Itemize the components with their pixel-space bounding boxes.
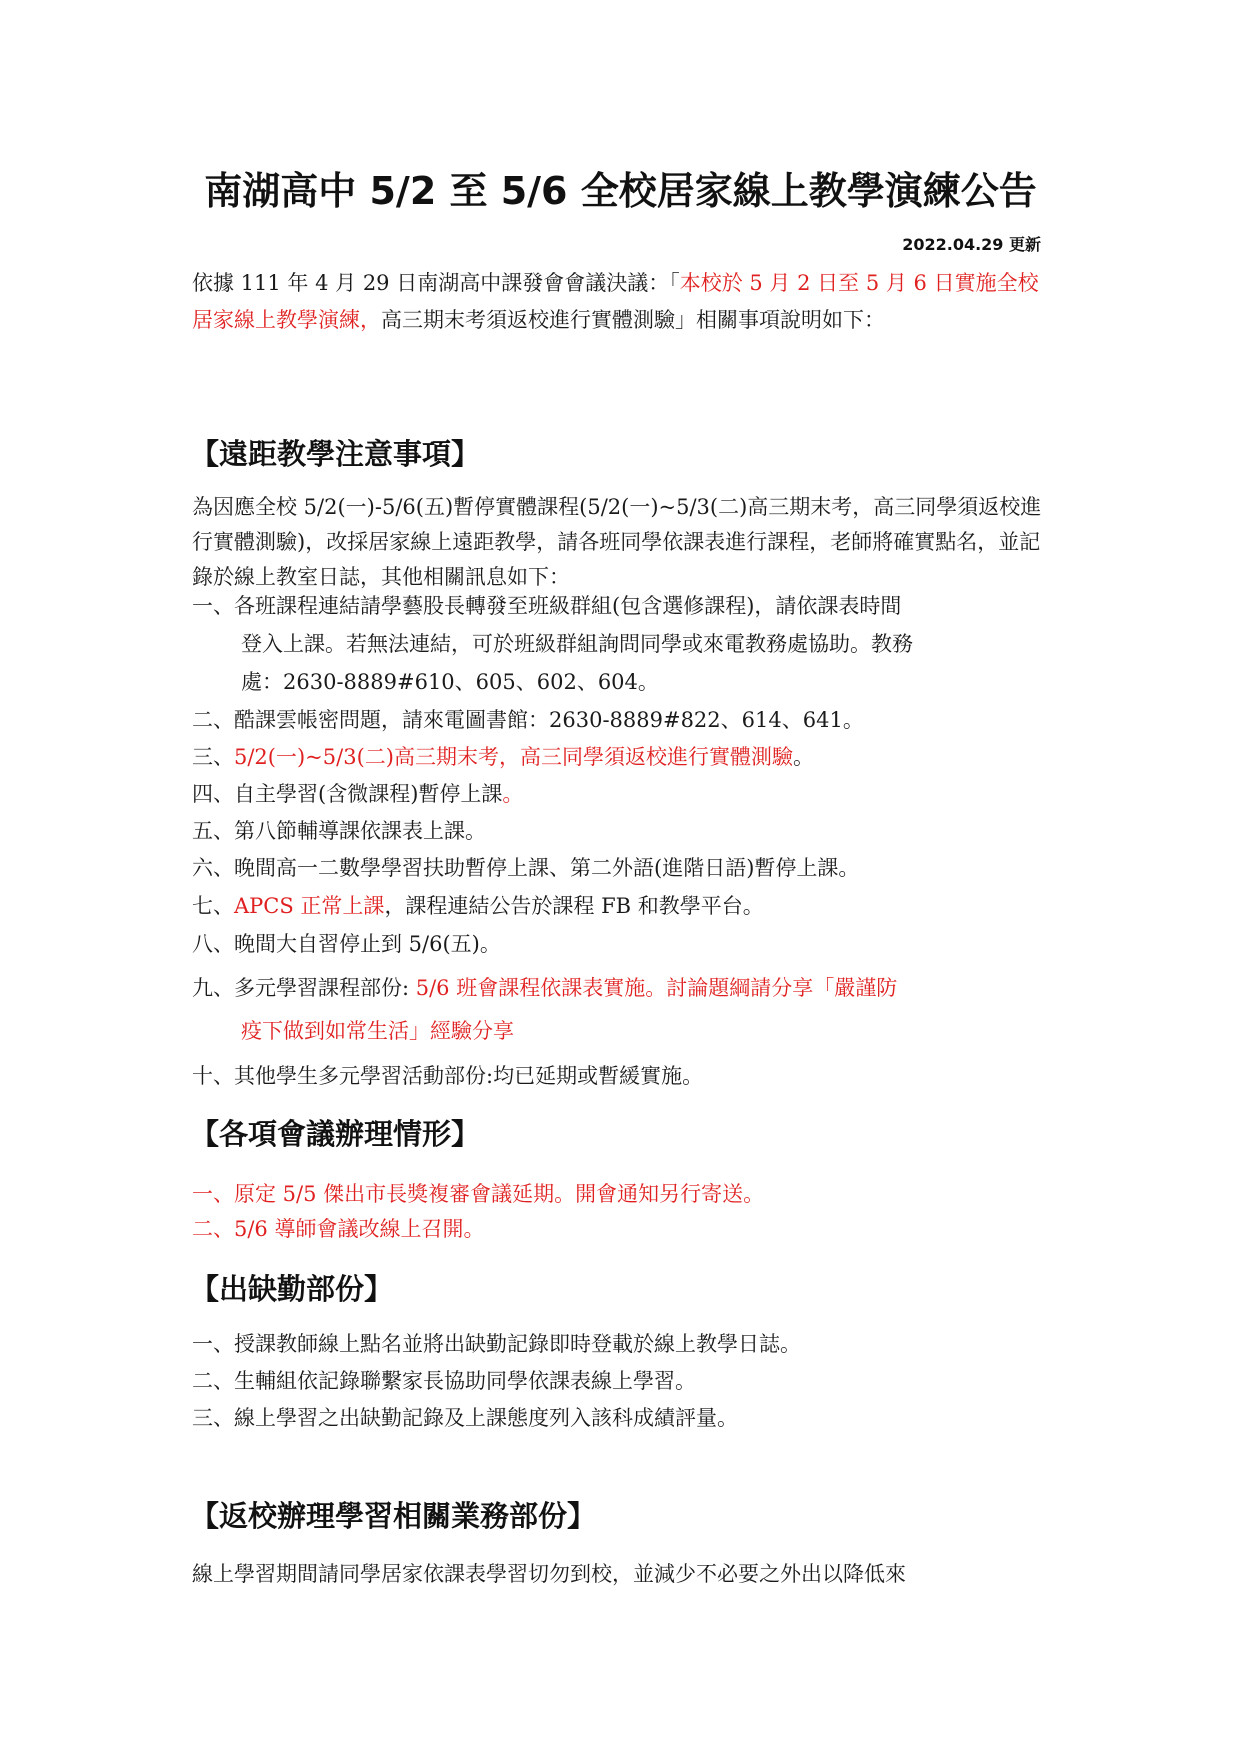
- remote-item-4-period: 。: [502, 782, 524, 806]
- update-date: 2022.04.29 更新: [902, 235, 1041, 254]
- heading-return-to-school: 【返校辦理學習相關業務部份】: [190, 1499, 597, 1533]
- remote-item-4-text: 四、自主學習(含微課程)暫停上課: [192, 782, 503, 806]
- remote-item-3-suffix: 。: [792, 745, 814, 769]
- remote-item-2: 二、酷課雲帳密問題，請來電圖書館：2630-8889#822、614、641。: [192, 708, 864, 732]
- remote-item-3-prefix: 三、: [192, 745, 234, 769]
- remote-item-9-highlight: 5/6 班會課程依課表實施。討論題綱請分享「嚴謹防: [415, 976, 898, 1000]
- remote-item-9-line-1: [192, 972, 897, 1002]
- remote-item-3-highlight: 5/2(一)~5/3(二)高三期末考，高三同學須返校進行實體測驗: [234, 745, 793, 769]
- remote-item-9-prefix: 九、多元學習課程部份:: [192, 976, 416, 1000]
- attendance-item-1: 一、授課教師線上點名並將出缺勤記錄即時登載於線上教學日誌。: [192, 1332, 801, 1356]
- remote-item-8: 八、晚間大自習停止到 5/6(五)。: [192, 932, 501, 956]
- document-title: 南湖高中 5/2 至 5/6 全校居家線上教學演練公告: [204, 169, 1037, 213]
- meetings-item-1: 一、原定 5/5 傑出市長獎複審會議延期。開會通知另行寄送。: [192, 1182, 765, 1206]
- remote-item-7: [192, 890, 764, 920]
- intro-paragraph: [192, 265, 1052, 339]
- heading-attendance: 【出缺勤部份】: [190, 1272, 394, 1306]
- remote-intro-paragraph: 為因應全校 5/2(一)-5/6(五)暫停實體課程(5/2(一)~5/3(二)高三期末考，高三同學須返校進行實體測驗)，改採居家線上遠距教學，請各班同學依課表進行課程，老師將確實點名，並記錄於線上教室日誌，其他相關訊息如下：: [192, 495, 1042, 589]
- remote-item-1-line-2: 登入上課。若無法連結，可於班級群組詢問同學或來電教務處協助。教務: [241, 632, 913, 656]
- intro-text-2: 高三期末考須返校進行實體測驗」相關事項說明如下：: [381, 308, 885, 332]
- remote-item-7-suffix: ，課程連結公告於課程 FB 和教學平台。: [384, 894, 764, 918]
- heading-meetings: 【各項會議辦理情形】: [190, 1117, 481, 1151]
- remote-item-1-line-1: 一、各班課程連結請學藝股長轉發至班級群組(包含選修課程)，請依課表時間: [192, 594, 902, 618]
- remote-item-7-prefix: 七、: [192, 894, 234, 918]
- remote-item-10: 十、其他學生多元學習活動部份:均已延期或暫緩實施。: [192, 1064, 704, 1088]
- remote-item-1-line-3: 處：2630-8889#610、605、602、604。: [241, 670, 659, 694]
- remote-item-6: 六、晚間高一二數學學習扶助暫停上課、第二外語(進階日語)暫停上課。: [192, 856, 860, 880]
- meetings-item-2: 二、5/6 導師會議改線上召開。: [192, 1217, 485, 1241]
- intro-highlight: 本校於 5 月 2 日至 5 月 6 日實施全校居家線上教學演練，: [192, 271, 1039, 332]
- remote-item-4: [192, 778, 523, 808]
- intro-text-1: 依據 111 年 4 月 29 日南湖高中課發會會議決議：「: [192, 271, 680, 295]
- remote-item-5: 五、第八節輔導課依課表上課。: [192, 819, 486, 843]
- return-paragraph-line-1: 線上學習期間請同學居家依課表學習切勿到校，並減少不必要之外出以降低來: [192, 1562, 906, 1586]
- remote-item-7-highlight: APCS 正常上課: [234, 894, 385, 918]
- attendance-item-2: 二、生輔組依記錄聯繫家長協助同學依課表線上學習。: [192, 1369, 696, 1393]
- attendance-item-3: 三、線上學習之出缺勤記錄及上課態度列入該科成績評量。: [192, 1406, 738, 1430]
- heading-remote-teaching: 【遠距教學注意事項】: [190, 437, 481, 471]
- remote-item-3: [192, 741, 814, 771]
- remote-item-9-line-2: 疫下做到如常生活」經驗分享: [241, 1019, 514, 1043]
